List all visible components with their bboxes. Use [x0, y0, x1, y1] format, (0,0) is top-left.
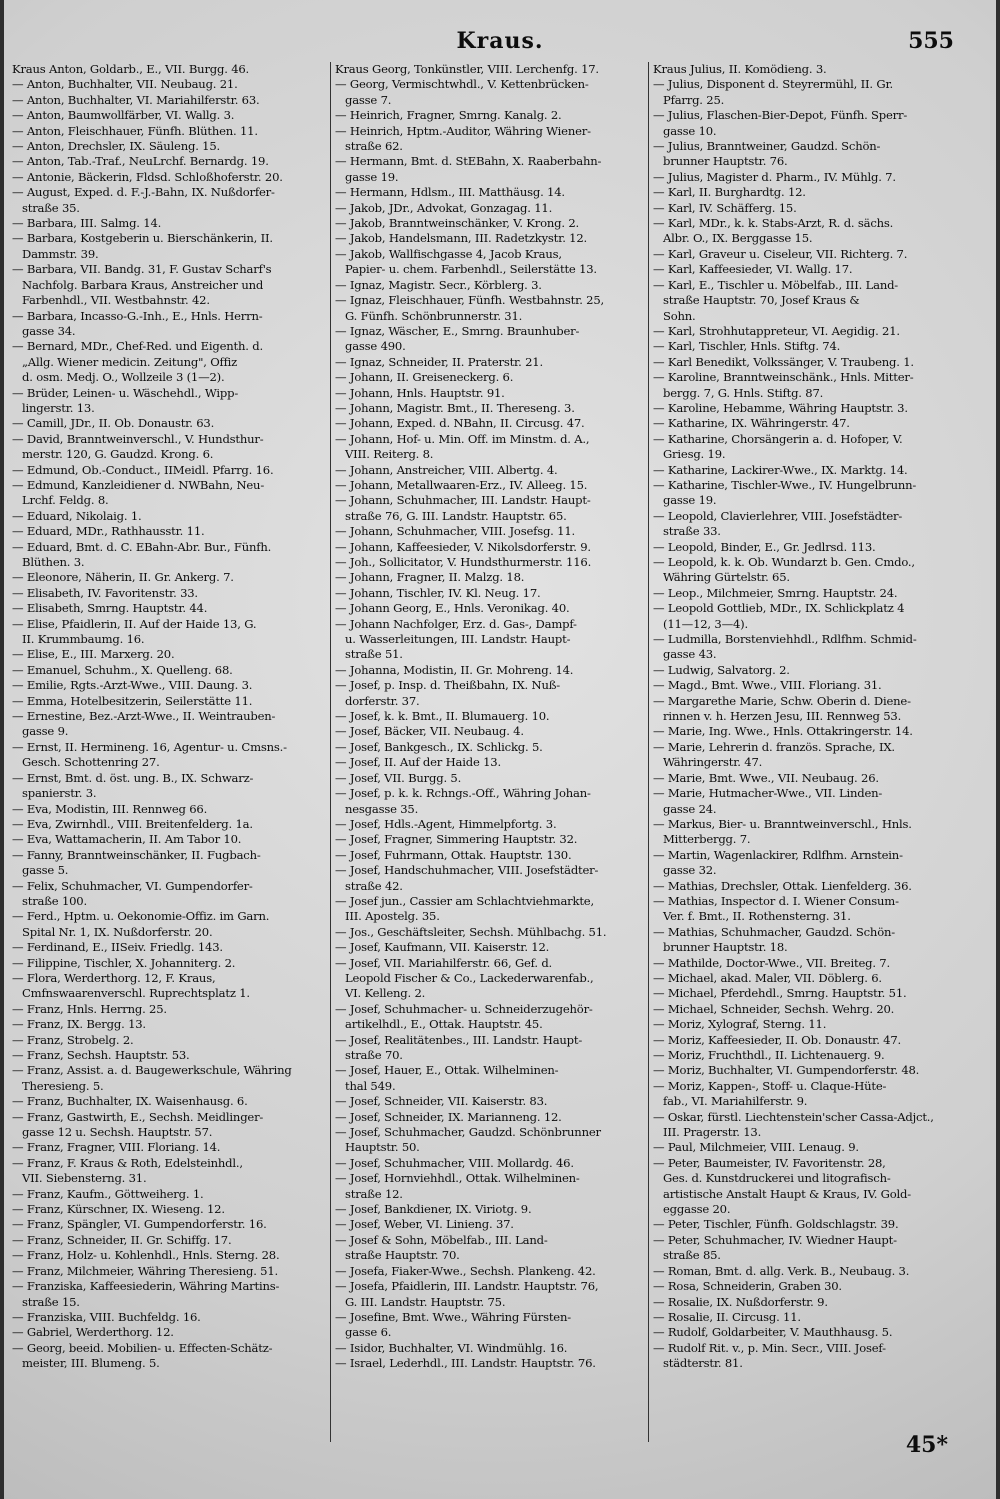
directory-line: — Barbara, III. Salmg. 14. — [12, 216, 162, 231]
directory-line: — Heinrich, Fragner, Smrng. Kanalg. 2. — [335, 108, 562, 123]
directory-line: — Mathias, Drechsler, Ottak. Lienfelderg. 36. — [653, 878, 912, 893]
column-2 — [330, 62, 647, 1442]
directory-line: — Josef, Hornviehhdl., Ottak. Wilhelminen- — [335, 1171, 580, 1186]
directory-line: — Anton, Baumwollfärber, VI. Wallg. 3. — [12, 108, 235, 123]
directory-line: Gesch. Schottenring 27. — [22, 755, 160, 770]
directory-line: Dammstr. 39. — [22, 246, 99, 261]
directory-line: — Edmund, Kanzleidiener d. NWBahn, Neu- — [12, 477, 265, 492]
directory-line: — Peter, Schuhmacher, IV. Wiedner Haupt- — [653, 1232, 897, 1247]
directory-line: — Franz, Strobelg. 2. — [12, 1032, 134, 1047]
directory-line: — Eva, Zwirnhdl., VIII. Breitenfelderg. 1a. — [12, 816, 253, 831]
directory-line: straße 100. — [22, 893, 87, 908]
directory-line: d. osm. Medj. O., Wollzeile 3 (1—2). — [22, 370, 225, 385]
directory-line: gasse 7. — [345, 92, 392, 107]
page-title: Kraus. — [456, 28, 544, 54]
directory-line: straße 62. — [345, 139, 403, 154]
directory-line: — Julius, Branntweiner, Gaudzd. Schön- — [653, 139, 881, 154]
directory-line: — Isidor, Buchhalter, VI. Windmühlg. 16. — [335, 1340, 568, 1355]
directory-line: — Michael, Schneider, Sechsh. Wehrg. 20. — [653, 1001, 895, 1016]
directory-line: Hauptstr. 50. — [345, 1140, 420, 1155]
directory-line: — Eva, Modistin, III. Rennweg 66. — [12, 801, 208, 816]
directory-line: — Johann, Kaffeesieder, V. Nikolsdorferstr. 9. — [335, 539, 591, 554]
directory-line: — Marie, Lehrerin d. französ. Sprache, IX. — [653, 739, 895, 754]
directory-line: Farbenhdl., VII. Westbahnstr. 42. — [22, 293, 210, 308]
directory-line: — Josef, Bankdiener, IX. Viriotg. 9. — [335, 1202, 532, 1217]
directory-line: — Ignaz, Fleischhauer, Fünfh. Westbahnstr. 25, — [335, 293, 605, 308]
directory-line: — Johann, Schuhmacher, III. Landstr. Haupt- — [335, 493, 591, 508]
directory-line: — Marie, Bmt. Wwe., VII. Neubaug. 26. — [653, 770, 879, 785]
directory-line: — Franz, Kaufm., Göttweiherg. 1. — [12, 1186, 204, 1201]
signature-mark: 45* — [905, 1432, 948, 1458]
directory-line: gasse 43. — [663, 647, 717, 662]
directory-line: — Johann, Exped. d. NBahn, II. Circusg. 47. — [335, 416, 585, 431]
directory-line: — Johann, Magistr. Bmt., II. Thereseng. 3. — [335, 400, 575, 415]
directory-line: — Leopold Gottlieb, MDr., IX. Schlickplatz 4 — [653, 601, 905, 616]
directory-line: — Karl, Strohhutappreteur, VI. Aegidig. 21. — [653, 323, 900, 338]
directory-line: — Hermann, Bmt. d. StEBahn, X. Raaberbahn- — [335, 154, 602, 169]
directory-line: eggasse 20. — [663, 1202, 731, 1217]
directory-line: — Elisabeth, IV. Favoritenstr. 33. — [12, 585, 198, 600]
directory-line: — Karl, Kaffeesieder, VI. Wallg. 17. — [653, 262, 853, 277]
directory-line: — Ernst, Bmt. d. öst. ung. B., IX. Schwarz- — [12, 770, 254, 785]
directory-line: — Rosa, Schneiderin, Graben 30. — [653, 1279, 842, 1294]
directory-line: — Markus, Bier- u. Branntweinverschl., Hnls. — [653, 816, 912, 831]
directory-line: — Anton, Drechsler, IX. Säuleng. 15. — [12, 139, 221, 154]
column-1 — [12, 62, 324, 1442]
directory-line: — Josef, VII. Burgg. 5. — [335, 770, 462, 785]
directory-line: — Elisabeth, Smrng. Hauptstr. 44. — [12, 601, 208, 616]
directory-line: — Josef, Schneider, VII. Kaiserstr. 83. — [335, 1094, 548, 1109]
directory-line: — Roman, Bmt. d. allg. Verk. B., Neubaug. 3. — [653, 1263, 910, 1278]
directory-line: — Brüder, Leinen- u. Wäschehdl., Wipp- — [12, 385, 239, 400]
directory-line: — Emma, Hotelbesitzerin, Seilerstätte 11. — [12, 693, 253, 708]
directory-line: Pfarrg. 25. — [663, 92, 725, 107]
directory-line: — Leopold, Clavierlehrer, VIII. Josefstädter- — [653, 508, 903, 523]
directory-line: Sohn. — [663, 308, 696, 323]
directory-line: thal 549. — [345, 1078, 396, 1093]
directory-line: artikelhdl., E., Ottak. Hauptstr. 45. — [345, 1017, 543, 1032]
directory-line: straße Hauptstr. 70, Josef Kraus & — [663, 293, 860, 308]
directory-line: — Jakob, Branntweinschänker, V. Krong. 2. — [335, 216, 579, 231]
directory-line: u. Wasserleitungen, III. Landstr. Haupt- — [345, 632, 571, 647]
directory-line: — Peter, Tischler, Fünfh. Goldschlagstr. 39. — [653, 1217, 899, 1232]
directory-line: VI. Kelleng. 2. — [345, 986, 426, 1001]
directory-line: — Peter, Baumeister, IV. Favoritenstr. 28, — [653, 1155, 886, 1170]
directory-line: — Franz, Fragner, VIII. Floriang. 14. — [12, 1140, 221, 1155]
directory-line: G. III. Landstr. Hauptstr. 75. — [345, 1294, 506, 1309]
directory-line: — Franz, Sechsh. Hauptstr. 53. — [12, 1048, 190, 1062]
directory-line: — Camill, JDr., II. Ob. Donaustr. 63. — [12, 416, 215, 431]
page-number: 555 — [908, 28, 954, 54]
column-3 — [648, 62, 965, 1442]
directory-line: — Karl, IV. Schäfferg. 15. — [653, 200, 797, 215]
directory-line: — Eduard, MDr., Rathhausstr. 11. — [12, 524, 205, 539]
directory-line: brunner Hauptstr. 18. — [663, 940, 788, 955]
directory-line: — Anton, Buchhalter, VII. Neubaug. 21. — [12, 77, 238, 92]
directory-line: — Karl, Tischler, Hnls. Stiftg. 74. — [653, 339, 841, 354]
directory-line: VIII. Reiterg. 8. — [345, 447, 434, 462]
directory-line: Mitterbergg. 7. — [663, 832, 751, 847]
directory-line: — Eduard, Bmt. d. C. EBahn-Abr. Bur., Fünfh. — [12, 539, 272, 554]
directory-line: Albr. O., IX. Berggasse 15. — [663, 231, 813, 246]
directory-line: brunner Hauptstr. 76. — [663, 154, 788, 169]
directory-line: meister, III. Blumeng. 5. — [22, 1356, 160, 1371]
directory-line: III. Apostelg. 35. — [345, 909, 440, 924]
directory-line: — Margarethe Marie, Schw. Oberin d. Diene- — [653, 693, 911, 708]
directory-line: — Moriz, Xylograf, Sterng. 11. — [653, 1017, 827, 1032]
directory-line: — Josef, p. k. k. Rchngs.-Off., Währing Johan- — [335, 786, 591, 801]
directory-line: — Jakob, Wallfischgasse 4, Jacob Kraus, — [335, 246, 562, 261]
directory-line: — Josef, Fuhrmann, Ottak. Hauptstr. 130. — [335, 847, 572, 862]
directory-line: Kraus Julius, II. Komödieng. 3. — [653, 62, 827, 76]
directory-line: nesgasse 35. — [345, 801, 419, 816]
directory-line: — Karl, Graveur u. Ciseleur, VII. Richterg. 7. — [653, 246, 908, 261]
directory-line: — Marie, Hutmacher-Wwe., VII. Linden- — [653, 786, 883, 801]
directory-line: — Johann, Metallwaaren-Erz., IV. Alleeg. 15. — [335, 477, 588, 492]
directory-line: straße 42. — [345, 878, 403, 893]
directory-line: — Heinrich, Hptm.-Auditor, Währing Wiener- — [335, 123, 591, 138]
directory-line: — Georg, beeid. Mobilien- u. Effecten-Schätz- — [12, 1340, 273, 1355]
directory-line: — August, Exped. d. F.-J.-Bahn, IX. Nußdorfer- — [12, 185, 275, 200]
directory-line: — Leop., Milchmeier, Smrng. Hauptstr. 24. — [653, 585, 898, 600]
directory-line: — Gabriel, Werderthorg. 12. — [12, 1325, 174, 1340]
directory-line: III. Pragerstr. 13. — [663, 1125, 762, 1140]
directory-line: — Franz, Schneider, II. Gr. Schiffg. 17. — [12, 1232, 232, 1247]
directory-line: straße 76, G. III. Landstr. Hauptstr. 65. — [345, 508, 567, 523]
directory-line: — Josef, Realitätenbes., III. Landstr. Haupt- — [335, 1032, 583, 1047]
directory-line: — Karl, II. Burghardtg. 12. — [653, 185, 806, 200]
directory-line: gasse 10. — [663, 123, 717, 138]
directory-line: gasse 34. — [22, 323, 76, 338]
directory-line: Ges. d. Kunstdruckerei und litografisch- — [663, 1171, 891, 1186]
directory-line: — Franz, Gastwirth, E., Sechsh. Meidlinger- — [12, 1109, 264, 1124]
directory-line: — Emanuel, Schuhm., X. Quelleng. 68. — [12, 662, 233, 677]
directory-line: — Johann, Hof- u. Min. Off. im Minstm. d. A., — [335, 431, 590, 446]
directory-line: gasse 19. — [663, 493, 717, 508]
directory-line: — Franz, Kürschner, IX. Wieseng. 12. — [12, 1202, 225, 1217]
directory-line: G. Fünfh. Schönbrunnerstr. 31. — [345, 308, 523, 323]
directory-line: — Josef, Weber, VI. Linieng. 37. — [335, 1217, 514, 1232]
directory-line: Blüthen. 3. — [22, 555, 85, 569]
directory-line: — Ignaz, Schneider, II. Praterstr. 21. — [335, 354, 543, 369]
directory-line: — Ernestine, Bez.-Arzt-Wwe., II. Weintrauben- — [12, 709, 276, 724]
directory-line: — Moriz, Fruchthdl., II. Lichtenauerg. 9. — [653, 1048, 885, 1062]
directory-line: — Barbara, VII. Bandg. 31, F. Gustav Scharf's — [12, 262, 272, 277]
directory-line: straße 85. — [663, 1248, 721, 1263]
directory-line: (11—12, 3—4). — [663, 616, 748, 631]
directory-line: — Josef, Fragner, Simmering Hauptstr. 32. — [335, 832, 578, 847]
directory-line: — Emilie, Rgts.-Arzt-Wwe., VIII. Daung. 3. — [12, 678, 253, 693]
directory-line: — Josef, p. Insp. d. Theißbahn, IX. Nuß- — [335, 678, 560, 693]
directory-line: — Filippine, Tischler, X. Johanniterg. 2. — [12, 955, 236, 970]
directory-line: — Josef, Schuhmacher, VIII. Mollardg. 46. — [335, 1155, 574, 1170]
directory-line: — Josef & Sohn, Möbelfab., III. Land- — [335, 1232, 548, 1247]
directory-line: — Jos., Geschäftsleiter, Sechsh. Mühlbachg. 51. — [335, 924, 607, 939]
directory-line: — Katharine, Lackirer-Wwe., IX. Marktg. 14. — [653, 462, 908, 477]
directory-line: dorferstr. 37. — [345, 693, 420, 708]
directory-line: — Paul, Milchmeier, VIII. Lenaug. 9. — [653, 1140, 859, 1155]
directory-line: — Josef, Handschuhmacher, VIII. Josefstädter- — [335, 863, 599, 878]
directory-line: — Ferdinand, E., IISeiv. Friedlg. 143. — [12, 940, 223, 955]
directory-line: — Elise, E., III. Marxerg. 20. — [12, 647, 175, 662]
directory-line: artistische Anstalt Haupt & Kraus, IV. Gold- — [663, 1186, 911, 1201]
directory-line: Griesg. 19. — [663, 447, 726, 462]
directory-line: — Josef, VII. Mariahilferstr. 66, Gef. d. — [335, 955, 553, 970]
directory-line: — Ludmilla, Borstenviehhdl., Rdlfhm. Schmid- — [653, 632, 917, 647]
directory-line: — Mathias, Schuhmacher, Gaudzd. Schön- — [653, 924, 895, 939]
directory-line: — Franz, IX. Bergg. 13. — [12, 1017, 146, 1032]
directory-line: städterstr. 81. — [663, 1356, 743, 1371]
directory-line: — Jakob, Handelsmann, III. Radetzkystr. 12. — [335, 231, 588, 246]
directory-line: — Johann, Anstreicher, VIII. Albertg. 4. — [335, 462, 558, 477]
directory-line: — Franz, Buchhalter, IX. Waisenhausg. 6. — [12, 1094, 248, 1109]
directory-line: — Barbara, Kostgeberin u. Bierschänkerin, II. — [12, 231, 273, 246]
directory-line: — Mathilde, Doctor-Wwe., VII. Breiteg. 7. — [653, 955, 890, 970]
directory-line: — Karoline, Branntweinschänk., Hnls. Mitter- — [653, 370, 914, 385]
directory-line: — Mathias, Inspector d. I. Wiener Consum- — [653, 893, 899, 908]
directory-line: — Johann Nachfolger, Erz. d. Gas-, Dampf- — [335, 616, 577, 631]
directory-line: gasse 5. — [22, 863, 69, 878]
directory-line: — Rosalie, II. Circusg. 11. — [653, 1309, 801, 1324]
directory-line: — Barbara, Incasso-G.-Inh., E., Hnls. Herrn- — [12, 308, 263, 323]
directory-line: — Michael, akad. Maler, VII. Döblerg. 6. — [653, 970, 882, 985]
directory-line: gasse 24. — [663, 801, 717, 816]
directory-line: — Karl, E., Tischler u. Möbelfab., III. Land- — [653, 277, 899, 292]
directory-line: — Anton, Fleischhauer, Fünfh. Blüthen. 11. — [12, 123, 258, 138]
directory-line: fab., VI. Mariahilferstr. 9. — [663, 1094, 808, 1109]
directory-line: — Martin, Wagenlackirer, Rdlfhm. Arnstein- — [653, 847, 903, 862]
directory-line: — David, Branntweinverschl., V. Hundsthur- — [12, 431, 264, 446]
directory-line: — Franziska, VIII. Buchfeldg. 16. — [12, 1309, 201, 1324]
directory-line: Papier- u. chem. Farbenhdl., Seilerstätte 13. — [345, 262, 597, 277]
directory-line: — Franz, Assist. a. d. Baugewerkschule, Währing — [12, 1063, 292, 1078]
directory-line: Nachfolg. Barbara Kraus, Anstreicher und — [22, 277, 264, 292]
directory-line: — Josefa, Pfaidlerin, III. Landstr. Hauptstr. 76, — [335, 1279, 599, 1294]
directory-line: — Johann, Fragner, II. Malzg. 18. — [335, 570, 525, 585]
directory-line: Ver. f. Bmt., II. Rothensterng. 31. — [663, 909, 851, 924]
directory-line: — Felix, Schuhmacher, VI. Gumpendorfer- — [12, 878, 253, 893]
directory-line: Währingerstr. 47. — [663, 755, 763, 770]
directory-line: — Moriz, Kaffeesieder, II. Ob. Donaustr. 47. — [653, 1032, 902, 1047]
directory-line: — Ignaz, Wäscher, E., Smrng. Braunhuber- — [335, 323, 580, 338]
directory-line: — Moriz, Kappen-, Stoff- u. Claque-Hüte- — [653, 1078, 887, 1093]
directory-line: straße 70. — [345, 1048, 403, 1062]
directory-line: merstr. 120, G. Gaudzd. Krong. 6. — [22, 447, 214, 462]
directory-line: Kraus Georg, Tonkünstler, VIII. Lerchenfg. 17. — [335, 62, 599, 76]
directory-line: — Johann, Hnls. Hauptstr. 91. — [335, 385, 505, 400]
directory-line: — Josef, Kaufmann, VII. Kaiserstr. 12. — [335, 940, 550, 955]
directory-line: — Leopold, k. k. Ob. Wundarzt b. Gen. Cmdo., — [653, 555, 915, 569]
directory-line: — Johann, Tischler, IV. Kl. Neug. 17. — [335, 585, 541, 600]
directory-line: — Josef, k. k. Bmt., II. Blumauerg. 10. — [335, 709, 550, 724]
directory-line: — Josef jun., Cassier am Schlachtviehmarkte, — [335, 893, 594, 908]
directory-line: Lrchf. Feldg. 8. — [22, 493, 109, 508]
directory-line: Kraus Anton, Goldarb., E., VII. Burgg. 46. — [12, 62, 250, 76]
directory-line: gasse 32. — [663, 863, 717, 878]
directory-line: — Marie, Ing. Wwe., Hnls. Ottakringerstr. 14. — [653, 724, 913, 739]
directory-line: — Ludwig, Salvatorg. 2. — [653, 662, 790, 677]
directory-line: „Allg. Wiener medicin. Zeitung", Offiz — [22, 354, 238, 369]
directory-line: Währing Gürtelstr. 65. — [663, 570, 790, 585]
directory-line: lingerstr. 13. — [22, 400, 95, 415]
directory-line: — Franz, Milchmeier, Währing Theresieng. 51. — [12, 1263, 279, 1278]
directory-line: — Josefine, Bmt. Wwe., Währing Fürsten- — [335, 1309, 571, 1324]
directory-line: — Karl Benedikt, Volkssänger, V. Traubeng. 1. — [653, 354, 914, 369]
directory-line: — Jakob, JDr., Advokat, Gonzagag. 11. — [335, 200, 553, 215]
directory-line: — Katharine, IX. Währingerstr. 47. — [653, 416, 850, 431]
directory-line: — Karl, MDr., k. k. Stabs-Arzt, R. d. sächs. — [653, 216, 894, 231]
directory-line: — Julius, Magister d. Pharm., IV. Mühlg. 7. — [653, 169, 896, 184]
directory-page — [4, 0, 996, 1499]
directory-line: gasse 12 u. Sechsh. Hauptstr. 57. — [22, 1125, 213, 1140]
directory-line: — Edmund, Ob.-Conduct., IIMeidl. Pfarrg. 16. — [12, 462, 274, 477]
directory-line: — Katharine, Chorsängerin a. d. Hofoper, V. — [653, 431, 903, 446]
directory-line: bergg. 7, G. Hnls. Stiftg. 87. — [663, 385, 824, 400]
directory-line: — Antonie, Bäckerin, Fldsd. Schloßhoferstr. 20. — [12, 169, 283, 184]
directory-line: — Rudolf Rit. v., p. Min. Secr., VIII. Josef- — [653, 1340, 886, 1355]
directory-line: II. Krummbaumg. 16. — [22, 632, 145, 647]
directory-line: — Ferd., Hptm. u. Oekonomie-Offiz. im Garn. — [12, 909, 270, 924]
directory-line: rinnen v. h. Herzen Jesu, III. Rennweg 53. — [663, 709, 902, 724]
directory-line: — Magd., Bmt. Wwe., VIII. Floriang. 31. — [653, 678, 882, 693]
directory-line: straße 35. — [22, 200, 80, 215]
directory-line: — Hermann, Hdlsm., III. Matthäusg. 14. — [335, 185, 565, 200]
directory-line: spanierstr. 3. — [22, 786, 97, 801]
directory-line: — Josef, Hdls.-Agent, Himmelpfortg. 3. — [335, 816, 557, 831]
directory-line: Leopold Fischer & Co., Lackederwarenfab., — [345, 970, 594, 985]
directory-line: straße 12. — [345, 1186, 403, 1201]
directory-line: gasse 19. — [345, 169, 399, 184]
directory-line: VII. Siebensterng. 31. — [22, 1171, 147, 1186]
directory-line: straße 15. — [22, 1294, 80, 1309]
directory-line: — Franziska, Kaffeesiederin, Währing Martins- — [12, 1279, 280, 1294]
directory-line: — Moriz, Buchhalter, VI. Gumpendorferstr. 48. — [653, 1063, 920, 1078]
directory-line: — Israel, Lederhdl., III. Landstr. Hauptstr. 76. — [335, 1356, 596, 1371]
directory-line: — Franz, Hnls. Herrng. 25. — [12, 1001, 167, 1016]
directory-line: — Rosalie, IX. Nußdorferstr. 9. — [653, 1294, 828, 1309]
directory-line: — Michael, Pferdehdl., Smrng. Hauptstr. 51. — [653, 986, 907, 1001]
page-header — [4, 28, 996, 58]
directory-line: — Franz, Spängler, VI. Gumpendorferstr. 16. — [12, 1217, 267, 1232]
directory-line: — Josef, Hauer, E., Ottak. Wilhelminen- — [335, 1063, 559, 1078]
directory-line: — Eduard, Nikolaig. 1. — [12, 508, 142, 523]
directory-line: straße 51. — [345, 647, 403, 662]
directory-line: — Fanny, Branntweinschänker, II. Fugbach- — [12, 847, 261, 862]
directory-line: — Karoline, Hebamme, Währing Hauptstr. 3. — [653, 400, 908, 415]
directory-line: — Johann Georg, E., Hnls. Veronikag. 40. — [335, 601, 570, 616]
directory-line: — Anton, Tab.-Traf., NeuLrchf. Bernardg. 19. — [12, 154, 269, 169]
directory-line: — Johanna, Modistin, II. Gr. Mohreng. 14. — [335, 662, 574, 677]
directory-line: — Franz, Holz- u. Kohlenhdl., Hnls. Sterng. 28. — [12, 1248, 280, 1263]
directory-line: — Joh., Sollicitator, V. Hundsthurmerstr. 116. — [335, 555, 592, 569]
directory-columns — [12, 62, 962, 1442]
directory-line: — Josefa, Fiaker-Wwe., Sechsh. Plankeng. 42. — [335, 1263, 596, 1278]
directory-line: straße Hauptstr. 70. — [345, 1248, 460, 1263]
directory-line: — Eleonore, Näherin, II. Gr. Ankerg. 7. — [12, 570, 234, 585]
directory-line: — Leopold, Binder, E., Gr. Jedlrsd. 113. — [653, 539, 876, 554]
directory-line: gasse 490. — [345, 339, 406, 354]
directory-line: gasse 9. — [22, 724, 69, 739]
directory-line: — Georg, Vermischtwhdl., V. Kettenbrücken- — [335, 77, 589, 92]
directory-line: — Anton, Buchhalter, VI. Mariahilferstr. 63. — [12, 92, 260, 107]
directory-line: — Josef, II. Auf der Haide 13. — [335, 755, 501, 770]
directory-line: — Franz, F. Kraus & Roth, Edelsteinhdl., — [12, 1155, 243, 1170]
directory-line: — Johann, II. Greiseneckerg. 6. — [335, 370, 514, 385]
directory-line: — Julius, Disponent d. Steyrermühl, II. Gr. — [653, 77, 893, 92]
directory-line: Spital Nr. 1, IX. Nußdorferstr. 20. — [22, 924, 213, 939]
directory-line: — Flora, Werderthorg. 12, F. Kraus, — [12, 970, 216, 985]
directory-line: Cmfnswaarenverschl. Ruprechtsplatz 1. — [22, 986, 250, 1001]
directory-line: — Elise, Pfaidlerin, II. Auf der Haide 13, G. — [12, 616, 257, 631]
directory-line: — Katharine, Tischler-Wwe., IV. Hungelbrunn- — [653, 477, 917, 492]
directory-line: Theresieng. 5. — [22, 1078, 104, 1093]
directory-line: — Oskar, fürstl. Liechtenstein'scher Cassa-Adjct., — [653, 1109, 934, 1124]
directory-line: straße 33. — [663, 524, 721, 539]
directory-line: — Bernard, MDr., Chef-Red. und Eigenth. d. — [12, 339, 263, 354]
directory-line: — Josef, Schuhmacher, Gaudzd. Schönbrunner — [335, 1125, 601, 1140]
directory-line: — Eva, Wattamacherin, II. Am Tabor 10. — [12, 832, 242, 847]
directory-line: — Johann, Schuhmacher, VIII. Josefsg. 11. — [335, 524, 575, 539]
directory-line: — Ignaz, Magistr. Secr., Körblerg. 3. — [335, 277, 542, 292]
directory-line: — Josef, Schneider, IX. Marianneng. 12. — [335, 1109, 562, 1124]
directory-line: gasse 6. — [345, 1325, 392, 1340]
directory-line: — Rudolf, Goldarbeiter, V. Mauthhausg. 5. — [653, 1325, 893, 1340]
directory-line: — Josef, Bäcker, VII. Neubaug. 4. — [335, 724, 524, 739]
directory-line: — Josef, Bankgesch., IX. Schlickg. 5. — [335, 739, 543, 754]
directory-line: — Julius, Flaschen-Bier-Depot, Fünfh. Sperr- — [653, 108, 908, 123]
directory-line: — Josef, Schuhmacher- u. Schneiderzugehör- — [335, 1001, 593, 1016]
directory-line: — Ernst, II. Hermineng. 16, Agentur- u. Cmsns.- — [12, 739, 287, 754]
